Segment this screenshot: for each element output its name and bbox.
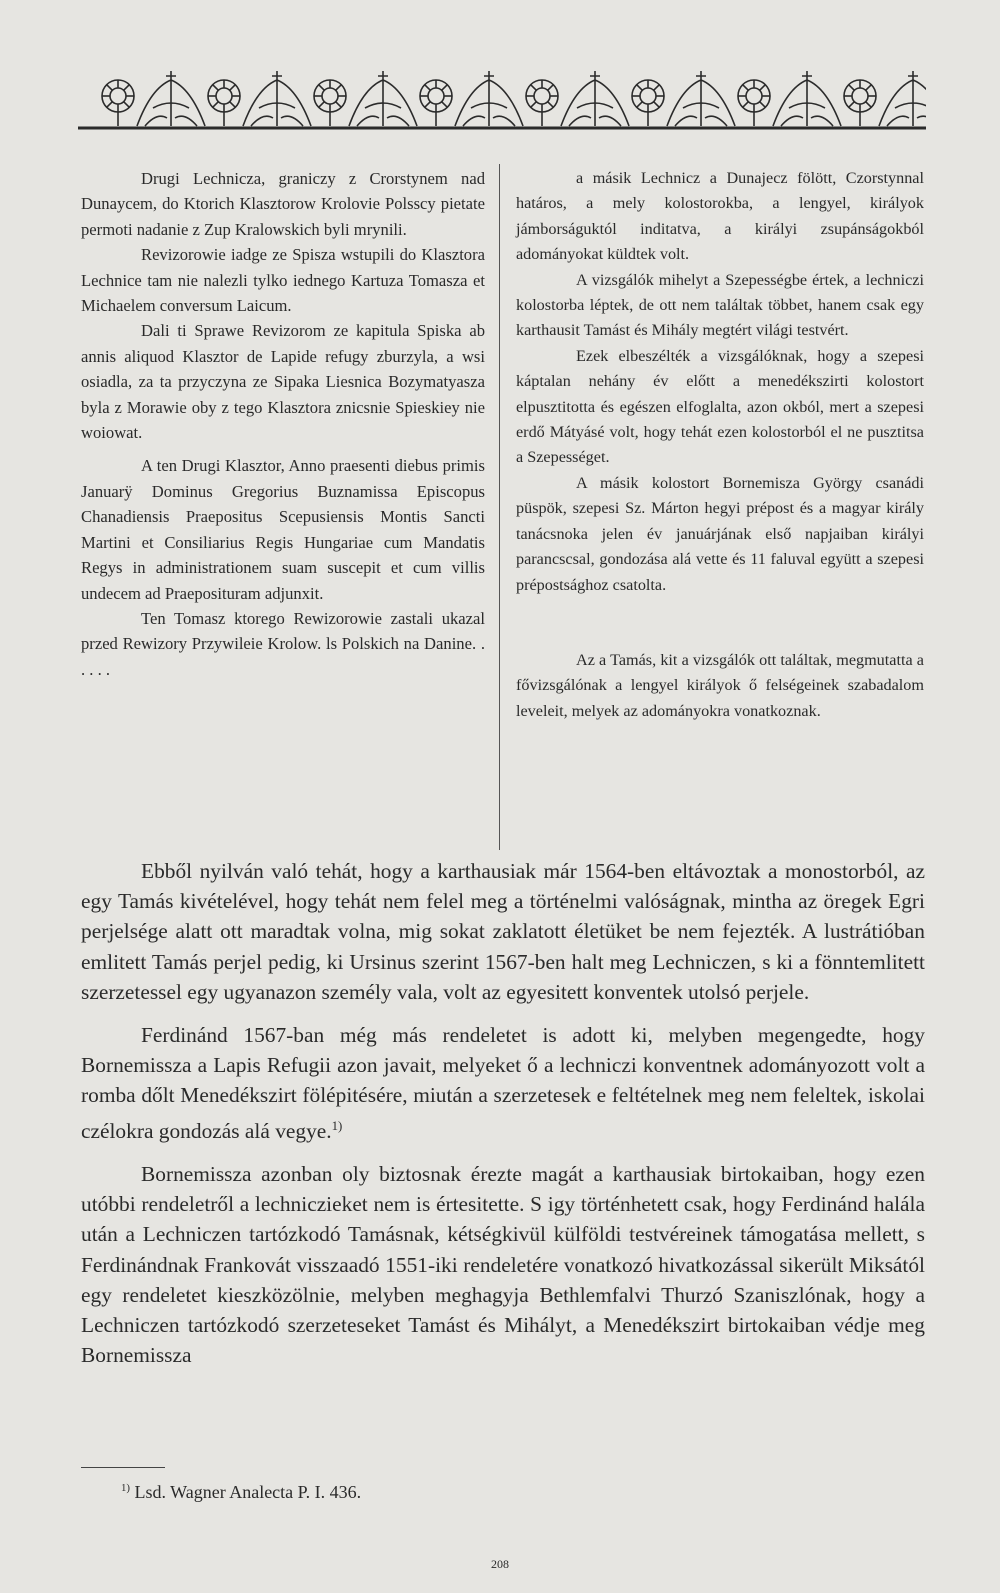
left-paragraph: A ten Drugi Klasztor, Anno praesenti diebus primis Januarÿ Dominus Gregorius Buznamissa Episcopus Chanadiensis Praepositus Scepusiensis Montis Sancti Martini et Consiliarius Regis Hungariae cum Mandatis Regys in administrationem suam suscepit et cum villis undecem ad Praeposituram adjunxit. (81, 456, 485, 603)
main-body-text (81, 856, 925, 1383)
left-paragraph: Dali ti Sprawe Revizorom ze kapitula Spiska ab annis aliquod Klasztor de Lapide refugy zburzyla, a wsi osiadla, za ta przyczyna ze Sipaka Liesnica Bozymatyasza byla z Morawie oby z tego Klasztora znicsnie Spieskiey nie woiowat. (81, 321, 485, 443)
right-paragraph: A másik kolostort Bornemisza György csanádi püspök, szepesi Sz. Márton hegyi prépost és a magyar király tanácsnoka jelen év januárjának első napjaiban királyi parancscsal, gondozása alá vette és 11 faluval együtt a szepesi prépostsághoz csatolta. (516, 473, 924, 594)
right-paragraph: A vizsgálók mihelyt a Szepességbe értek, a lechniczi kolostorba léptek, de ott nem találtak többet, hanem csak egy karthausit Tamást és Mihály megtért világi testvért. (516, 270, 924, 340)
body-paragraph: Bornemissza azonban oly biztosnak érezte magát a karthausiak birtokaiban, hogy ezen utóbbi rendeletről a lechniczieket nem is értesitette. S igy történhetett csak, hogy Ferdinánd halála után a Lechniczen tartózkodó Tamásnak, kétségkivül külföldi testvéreinek támogatása mellett, s Ferdinándnak Frankovát visszaadó 1551-iki rendeletére vonatkozó hivatkozással sikerült Miksától egy rendeletet kieszközölnie, melyben meghagyja Bethlemfalvi Thurzó Szaniszlónak, hogy a Lechniczen tartózkodó szerzeteseket Tamást és Mihályt, a Menedékszirt birtokaiban védje meg Bornemissza (81, 1161, 925, 1368)
left-paragraph: Drugi Lechnicza, graniczy z Crorstynem nad Dunaycem, do Ktorich Klasztorow Krolovie Polsscy pietate permoti nadanie z Zup Kralowskich byli mrynili. (81, 169, 485, 239)
right-column-hungarian-text (516, 166, 924, 724)
footnote-text: Lsd. Wagner Analecta P. I. 436. (130, 1482, 362, 1502)
footnote-reference: 1) (331, 1118, 343, 1133)
left-column-polish-text (81, 166, 485, 682)
body-paragraph (81, 1020, 925, 1146)
decorative-ornament-band (78, 68, 926, 134)
right-paragraph: a másik Lechnicz a Dunajecz fölött, Czorstynnal határos, a mely kolostorokba, a lengyel, királyok jámborságuktól inditatva, a királyi zsupánságokból adományokat küldtek volt. (516, 169, 924, 264)
right-paragraph: Az a Tamás, kit a vizsgálók ott találtak, megmutatta a fővizsgálónak a lengyel királyok ő felségeinek szabadalom leveleit, melyek az adományokra vonatkoznak. (516, 650, 924, 720)
footnote-marker: 1) (121, 1482, 130, 1494)
left-paragraph: Revizorowie iadge ze Spisza wstupili do Klasztora Lechnice tam nie nalezli tylko iednego Kartuza Tomasza et Michaelem conversum Laicum. (81, 245, 485, 316)
right-paragraph: Ezek elbeszélték a vizsgálóknak, hogy a szepesi káptalan nehány év előtt a menedékszirti kolostort elpusztitotta és egészen elfoglalta, azon okból, mert a szepesi erdő Mátyásé volt, hogy tehát ezen kolostorból el ne pusztitsa a Szepességet. (516, 346, 924, 467)
body-paragraph: Ebből nyilván való tehát, hogy a karthausiak már 1564-ben eltávoztak a monostorból, az egy Tamás kivételével, hogy tehát nem felel meg a történelmi valóságnak, mintha az öregek Egri perjelsége alatt ott maradtak volna, mig sokat zaklatott életüket be nem fejezték. A lustrátióban emlitett Tamás perjel pedig, ki Ursinus szerint 1567-ben halt meg Lechniczen, s ki a fönntemlitett szerzetessel egy ugyanazon személy vala, volt az egyesitett konventek utolsó perjele. (81, 859, 925, 1004)
footnote (121, 1476, 361, 1504)
left-paragraph: Ten Tomasz ktorego Rewizorowie zastali ukazal przed Rewizory Przywileie Krolow. ls Polskich na Danine. . . . . . (81, 608, 485, 679)
column-divider (499, 164, 500, 850)
footnote-rule (81, 1467, 165, 1468)
page-number: 208 (491, 1557, 509, 1571)
body-paragraph-text: Ferdinánd 1567-ban még más rendeletet is adott ki, melyben megengedte, hogy Bornemissza a Lapis Refugii azon javait, melyeket ő a lechniczi konventnek adományozott volt a romba dőlt Menedékszirt fölépitésére, miután a szerzetesek e feltételnek meg nem feleltek, iskolai czélokra gondozás alá vegye. (81, 1023, 925, 1143)
